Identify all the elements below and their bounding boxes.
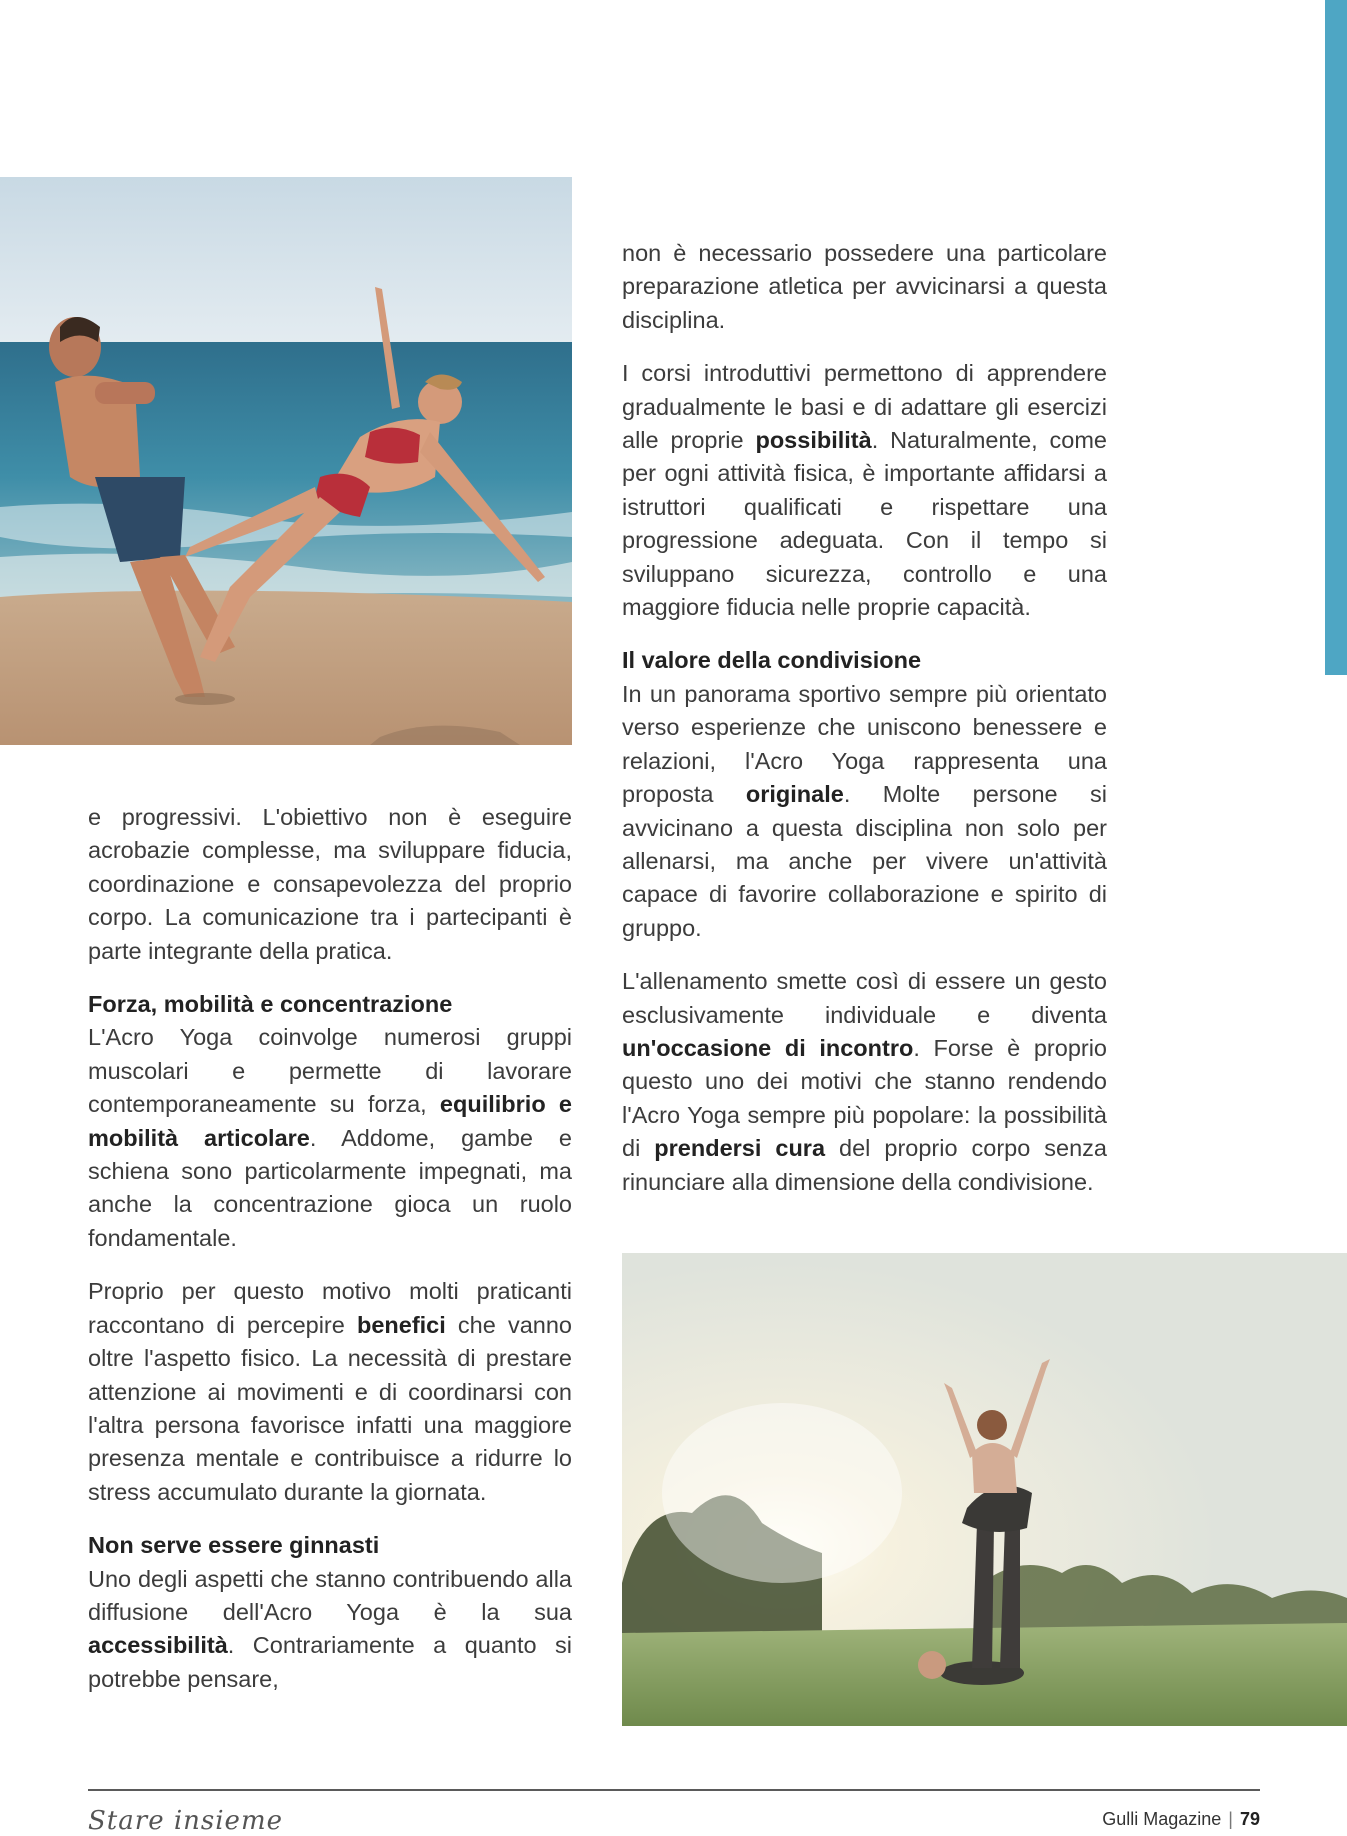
right-text-column bbox=[622, 237, 1107, 1199]
heading-forza: Forza, mobilità e concentrazione bbox=[88, 991, 453, 1018]
emphasis-possibilita: possibilità bbox=[755, 427, 872, 454]
paragraph-continuation: e progressivi. L'obiettivo non è eseguire acrobazie complesse, ma sviluppare fiducia, coordinazione e consapevolezza del proprio corpo. La comunicazione tra i partecipanti è parte integrante della pratica. bbox=[88, 804, 572, 964]
beach-acroyoga-photo bbox=[0, 177, 572, 745]
paragraph-panorama: In un panorama sportivo sempre più orientato verso esperienze che uniscono benessere e relazioni, l'Acro Yoga rappresenta una proposta originale. Molte persone si avvicinano a questa disciplina non solo per allenarsi, ma anche per vivere un'attività capace di favorire collaborazione e spirito di gruppo. bbox=[622, 680, 1107, 941]
emphasis-benefici: benefici bbox=[356, 1311, 446, 1338]
paragraph-preparazione: non è necessario possedere una particolare preparazione atletica per avvicinarsi a questa disciplina. bbox=[622, 240, 1107, 333]
footer-divider bbox=[88, 1789, 1260, 1791]
emphasis-occasione: un'occasione di incontro bbox=[622, 1034, 914, 1061]
emphasis-accessibilita: accessibilità bbox=[88, 1632, 228, 1659]
emphasis-equilibrio: equilibrio e mobilità articolare bbox=[88, 1091, 572, 1151]
paragraph-allenamento: L'allenamento smette così di essere un gesto esclusivamente individuale e diventa un'occasione di incontro. Forse è proprio questo uno dei motivi che stanno rendendo l'Acro Yoga sempre più popolare: la possibilità di prendersi cura del proprio corpo senza rinunciare alla dimensione della condivisione. bbox=[622, 968, 1108, 1195]
paragraph-corsi: I corsi introduttivi permettono di apprendere gradualmente le basi e di adattare gli esercizi alle proprie possibilità. Naturalmente, come per ogni attività fisica, è importante affidarsi a istruttori qualificati e rispettare una progressione adeguata. Con il tempo si sviluppano sicurezza, controllo e una maggiore fiducia nelle proprie capacità. bbox=[622, 360, 1108, 621]
paragraph-forza: L'Acro Yoga coinvolge numerosi gruppi muscolari e permette di lavorare contemporaneamente su forza, equilibrio e mobilità articolare. Addome, gambe e schiena sono particolarmente impegnati, ma anche la concentrazione gioca un ruolo fondamentale. bbox=[88, 1024, 572, 1251]
park-acroyoga-photo bbox=[622, 1253, 1347, 1726]
heading-valore: Il valore della condivisione bbox=[622, 647, 922, 674]
left-text-column bbox=[88, 801, 572, 1696]
emphasis-cura: prendersi cura bbox=[654, 1135, 826, 1162]
emphasis-originale: originale bbox=[745, 781, 844, 808]
footer-magazine-info bbox=[1102, 1809, 1260, 1830]
paragraph-accessibilita: Uno degli aspetti che stanno contribuendo alla diffusione dell'Acro Yoga è la sua accessibilità. Contrariamente a quanto si potrebbe pensare, bbox=[88, 1565, 572, 1692]
page-number: 79 bbox=[1239, 1809, 1260, 1829]
footer-section-title: Stare insieme bbox=[88, 1806, 283, 1836]
paragraph-benefici: Proprio per questo motivo molti praticanti raccontano di percepire benefici che vanno oltre l'aspetto fisico. La necessità di prestare attenzione ai movimenti e di coordinarsi con l'altra persona favorisce infatti una maggiore presenza mentale e contribuisce a ridurre lo stress accumulato durante la giornata. bbox=[88, 1278, 572, 1505]
heading-ginnasti: Non serve essere ginnasti bbox=[88, 1532, 380, 1559]
footer-separator: | bbox=[1228, 1809, 1233, 1829]
magazine-name: Gulli Magazine bbox=[1102, 1809, 1222, 1829]
section-color-tab bbox=[1325, 0, 1347, 675]
